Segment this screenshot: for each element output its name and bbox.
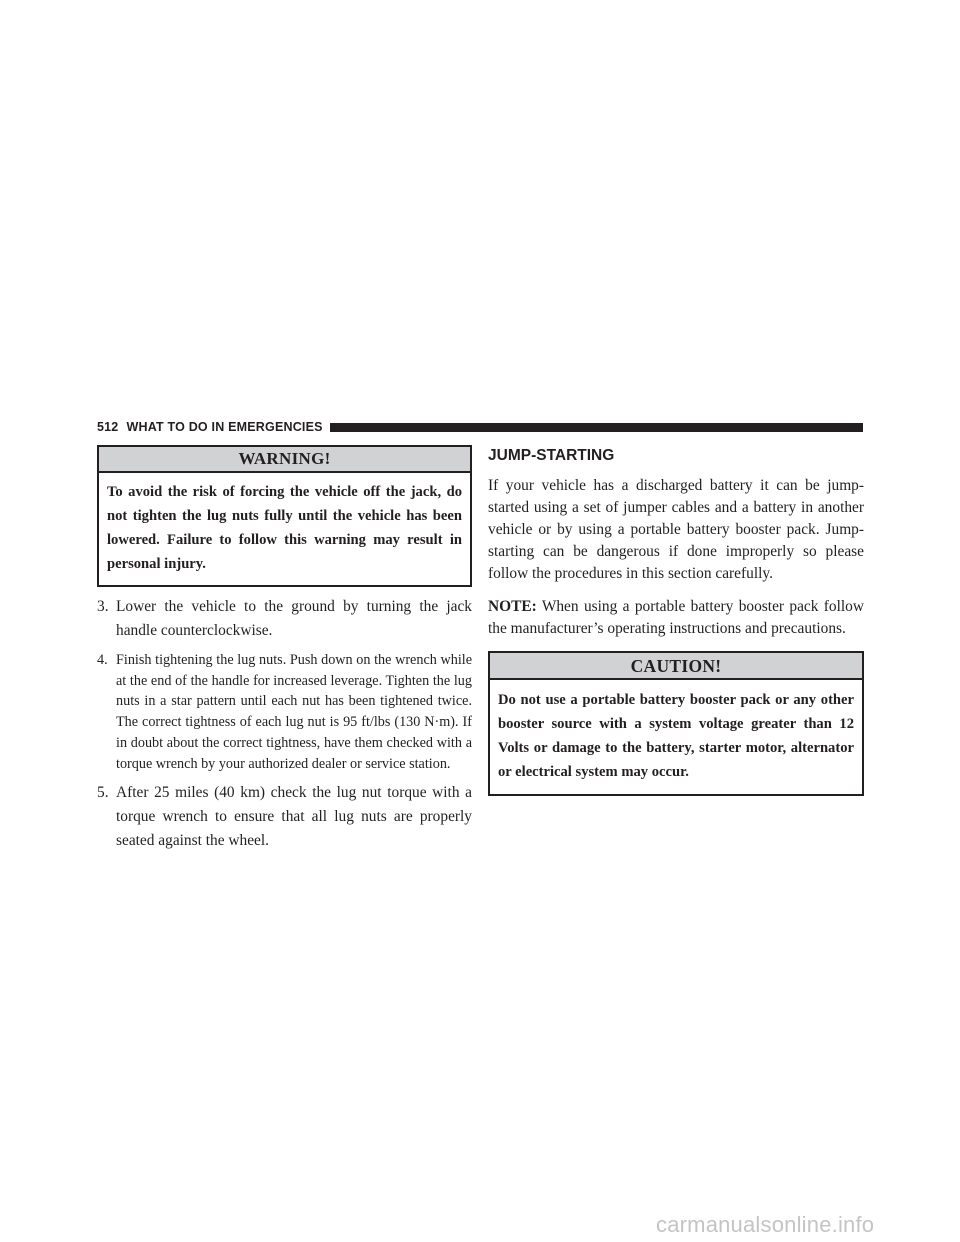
- steps-list: [97, 595, 472, 853]
- page-header: [97, 418, 863, 436]
- note-label: NOTE:: [488, 598, 537, 615]
- step-number: 5.: [97, 784, 109, 802]
- note-paragraph: [488, 596, 864, 640]
- warning-box: [97, 445, 472, 587]
- step-number: 4.: [97, 652, 108, 668]
- section-title: WHAT TO DO IN EMERGENCIES: [126, 420, 323, 434]
- list-item: [97, 781, 472, 853]
- step-text: Lower the vehicle to the ground by turning the jack handle counterclockwise.: [116, 598, 472, 639]
- section-heading: JUMP-STARTING: [488, 447, 615, 464]
- watermark: carmanualsonline.info: [656, 1212, 875, 1237]
- right-column: [488, 445, 864, 796]
- step-number: 3.: [97, 598, 109, 615]
- note-text: When using a portable battery booster pack follow the manufacturer’s operating instructions and precautions.: [488, 598, 864, 637]
- list-item: [97, 650, 472, 774]
- header-text: [97, 420, 323, 434]
- step-text: Finish tightening the lug nuts. Push down on the wrench while at the end of the handle for increased leverage. Tighten the lug nuts in a star pattern until each nut has been tightened twice. The correct tightness of each lug nut is 95 ft/lbs (130 N·m). If in doubt about the correct tightness, have them checked with a torque wrench by your authorized dealer or service station.: [116, 652, 472, 772]
- caution-text: Do not use a portable battery booster pack or any other booster source with a system voltage greater than 12 Volts or damage to the battery, starter motor, alternator or electrical system may occur.: [498, 692, 854, 780]
- caution-box: [488, 651, 864, 796]
- page-number: 512: [97, 420, 119, 434]
- intro-paragraph: If your vehicle has a discharged battery it can be jump-started using a set of jumper cables and a battery in another vehicle or by using a portable battery booster pack. Jump-starting can be dangerous if done improperly so please follow the procedures in this section carefully.: [488, 477, 864, 582]
- step-text: After 25 miles (40 km) check the lug nut torque with a torque wrench to ensure that all lug nuts are properly seated against the wheel.: [116, 784, 472, 850]
- left-column: [97, 445, 472, 860]
- warning-title: WARNING!: [99, 447, 470, 473]
- caution-title: CAUTION!: [490, 653, 862, 680]
- list-item: [97, 595, 472, 643]
- header-rule: [330, 423, 863, 432]
- warning-text: To avoid the risk of forcing the vehicle off the jack, do not tighten the lug nuts fully until the vehicle has been lowered. Failure to follow this warning may result in personal injury.: [107, 484, 462, 572]
